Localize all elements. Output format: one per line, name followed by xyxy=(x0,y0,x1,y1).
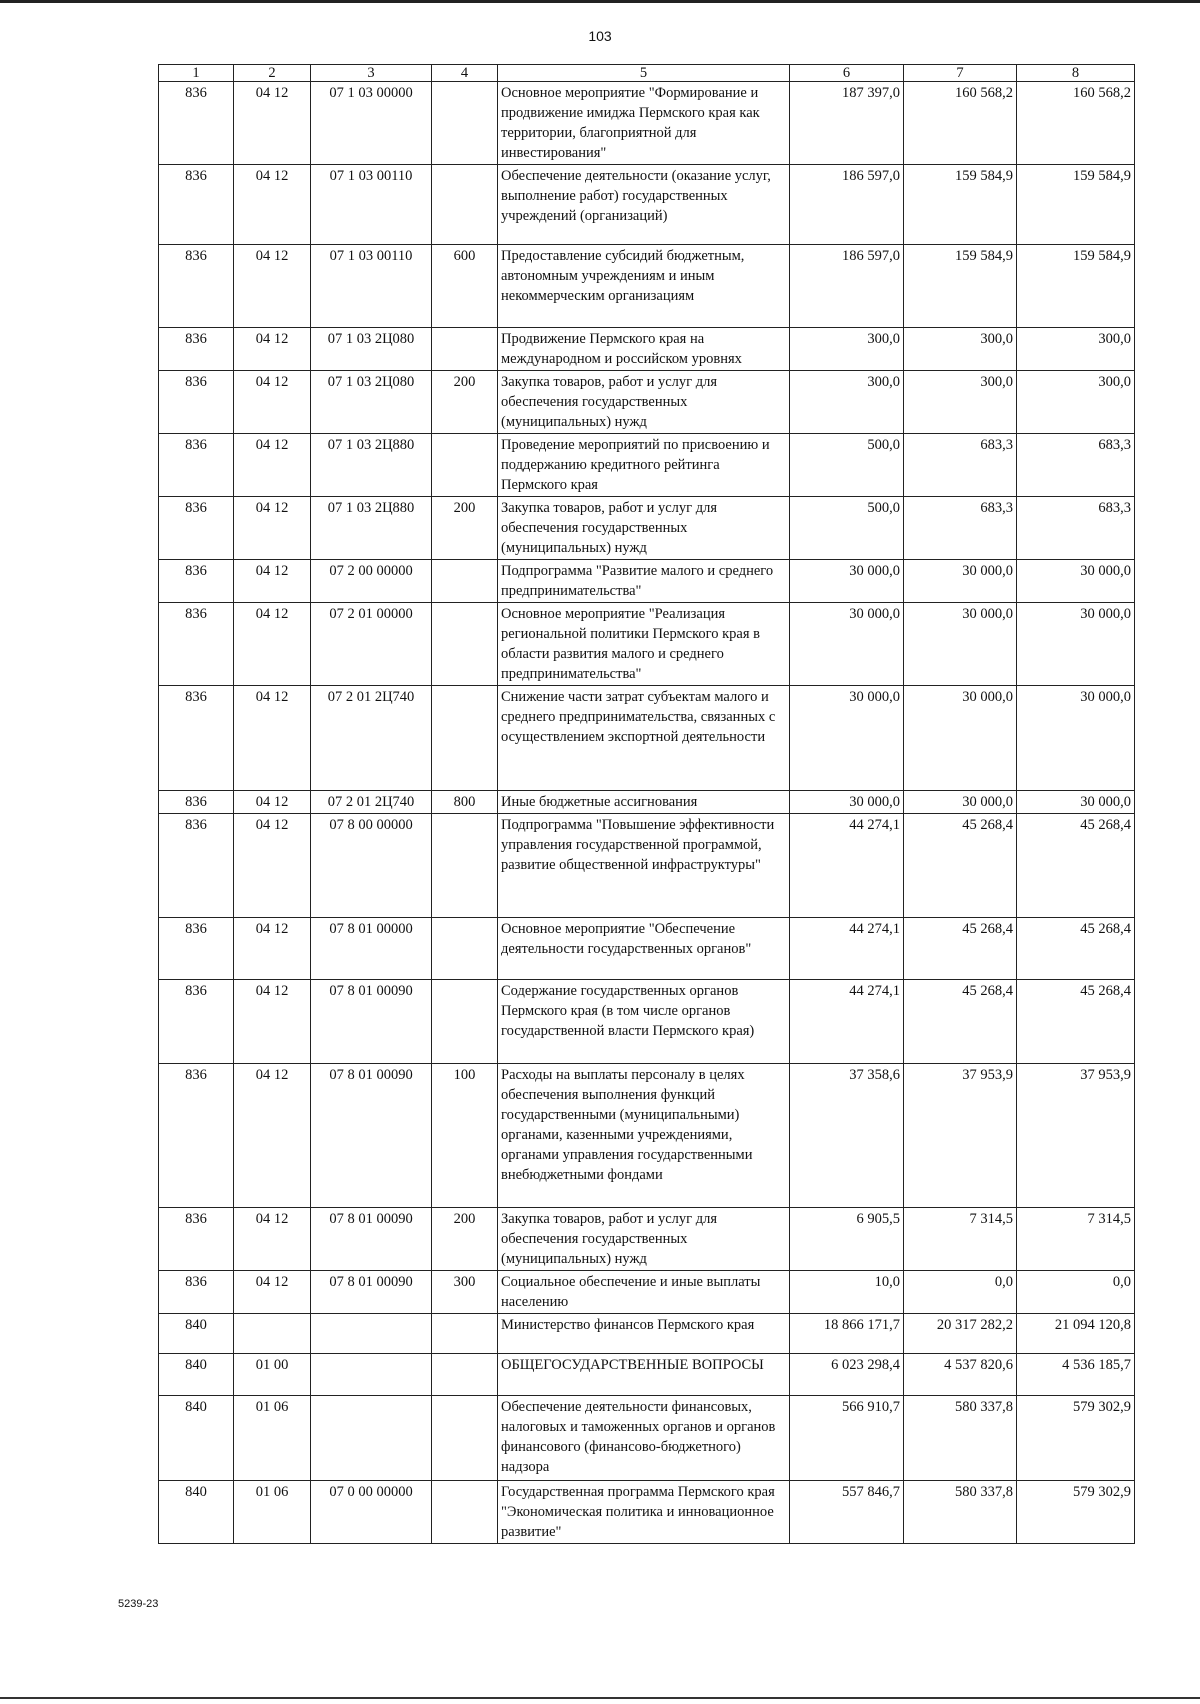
cell-agency-code: 836 xyxy=(159,328,234,371)
cell-description: Закупка товаров, работ и услуг для обеспечения государственных (муниципальных) нужд xyxy=(498,1208,790,1271)
table-row xyxy=(159,371,1135,434)
cell-section-code: 04 12 xyxy=(234,165,311,245)
table-row xyxy=(159,328,1135,371)
cell-expense-type xyxy=(432,686,498,791)
cell-amount-3: 30 000,0 xyxy=(1017,560,1135,603)
cell-description: Подпрограмма "Развитие малого и среднего предпринимательства" xyxy=(498,560,790,603)
cell-amount-1: 187 397,0 xyxy=(790,82,904,165)
cell-agency-code: 836 xyxy=(159,1271,234,1314)
cell-amount-3: 30 000,0 xyxy=(1017,603,1135,686)
cell-target-article: 07 1 03 2Ц080 xyxy=(311,371,432,434)
cell-expense-type xyxy=(432,603,498,686)
cell-expense-type xyxy=(432,814,498,918)
cell-amount-2: 30 000,0 xyxy=(904,560,1017,603)
cell-agency-code: 836 xyxy=(159,980,234,1064)
cell-expense-type: 200 xyxy=(432,1208,498,1271)
cell-amount-2: 7 314,5 xyxy=(904,1208,1017,1271)
column-header-7: 7 xyxy=(904,65,1017,82)
page-number: 103 xyxy=(588,28,612,44)
column-header-1: 1 xyxy=(159,65,234,82)
cell-amount-2: 45 268,4 xyxy=(904,814,1017,918)
cell-target-article: 07 1 03 2Ц880 xyxy=(311,497,432,560)
cell-amount-3: 45 268,4 xyxy=(1017,918,1135,980)
cell-expense-type xyxy=(432,1354,498,1396)
cell-agency-code: 836 xyxy=(159,1064,234,1208)
cell-section-code: 04 12 xyxy=(234,1064,311,1208)
table-row xyxy=(159,82,1135,165)
cell-amount-3: 300,0 xyxy=(1017,371,1135,434)
cell-target-article: 07 8 01 00000 xyxy=(311,918,432,980)
cell-description: Продвижение Пермского края на международном и российском уровнях xyxy=(498,328,790,371)
cell-amount-2: 683,3 xyxy=(904,434,1017,497)
cell-amount-1: 30 000,0 xyxy=(790,603,904,686)
cell-amount-2: 45 268,4 xyxy=(904,918,1017,980)
cell-section-code: 01 06 xyxy=(234,1481,311,1544)
cell-amount-1: 37 358,6 xyxy=(790,1064,904,1208)
cell-target-article: 07 8 01 00090 xyxy=(311,1271,432,1314)
table-row xyxy=(159,1064,1135,1208)
cell-target-article: 07 1 03 2Ц880 xyxy=(311,434,432,497)
cell-description: ОБЩЕГОСУДАРСТВЕННЫЕ ВОПРОСЫ xyxy=(498,1354,790,1396)
cell-target-article: 07 1 03 00110 xyxy=(311,245,432,328)
cell-section-code: 04 12 xyxy=(234,497,311,560)
cell-target-article: 07 8 00 00000 xyxy=(311,814,432,918)
document-code: 5239-23 xyxy=(118,1598,159,1610)
cell-description: Министерство финансов Пермского края xyxy=(498,1314,790,1354)
cell-description: Проведение мероприятий по присвоению и поддержанию кредитного рейтинга Пермского края xyxy=(498,434,790,497)
table-row xyxy=(159,791,1135,814)
cell-amount-1: 566 910,7 xyxy=(790,1396,904,1481)
bottom-border-line xyxy=(0,1697,1200,1699)
cell-amount-3: 4 536 185,7 xyxy=(1017,1354,1135,1396)
cell-target-article xyxy=(311,1396,432,1481)
cell-amount-2: 580 337,8 xyxy=(904,1396,1017,1481)
cell-section-code: 04 12 xyxy=(234,791,311,814)
cell-target-article xyxy=(311,1354,432,1396)
cell-expense-type: 800 xyxy=(432,791,498,814)
cell-agency-code: 836 xyxy=(159,1208,234,1271)
cell-amount-3: 300,0 xyxy=(1017,328,1135,371)
table-row xyxy=(159,1354,1135,1396)
cell-target-article: 07 1 03 00110 xyxy=(311,165,432,245)
cell-amount-3: 30 000,0 xyxy=(1017,791,1135,814)
cell-amount-1: 186 597,0 xyxy=(790,245,904,328)
cell-description: Обеспечение деятельности (оказание услуг, выполнение работ) государственных учреждений (организаций) xyxy=(498,165,790,245)
cell-section-code: 04 12 xyxy=(234,686,311,791)
cell-agency-code: 836 xyxy=(159,791,234,814)
cell-agency-code: 840 xyxy=(159,1481,234,1544)
cell-amount-3: 160 568,2 xyxy=(1017,82,1135,165)
cell-amount-1: 18 866 171,7 xyxy=(790,1314,904,1354)
cell-section-code: 01 00 xyxy=(234,1354,311,1396)
cell-amount-1: 300,0 xyxy=(790,328,904,371)
cell-amount-3: 45 268,4 xyxy=(1017,980,1135,1064)
cell-agency-code: 840 xyxy=(159,1396,234,1481)
cell-description: Основное мероприятие "Обеспечение деятельности государственных органов" xyxy=(498,918,790,980)
cell-amount-3: 579 302,9 xyxy=(1017,1396,1135,1481)
cell-amount-1: 6 905,5 xyxy=(790,1208,904,1271)
cell-section-code: 04 12 xyxy=(234,560,311,603)
cell-agency-code: 836 xyxy=(159,918,234,980)
column-header-4: 4 xyxy=(432,65,498,82)
table-row xyxy=(159,1481,1135,1544)
cell-description: Основное мероприятие "Реализация региональной политики Пермского края в области развития малого и среднего предпринимательства" xyxy=(498,603,790,686)
table-row xyxy=(159,245,1135,328)
cell-section-code: 04 12 xyxy=(234,1271,311,1314)
cell-target-article: 07 8 01 00090 xyxy=(311,1064,432,1208)
cell-expense-type xyxy=(432,1396,498,1481)
cell-amount-2: 300,0 xyxy=(904,328,1017,371)
cell-amount-3: 579 302,9 xyxy=(1017,1481,1135,1544)
cell-section-code: 04 12 xyxy=(234,814,311,918)
table-row xyxy=(159,1396,1135,1481)
cell-target-article: 07 1 03 00000 xyxy=(311,82,432,165)
cell-expense-type xyxy=(432,980,498,1064)
cell-section-code: 04 12 xyxy=(234,603,311,686)
cell-section-code: 04 12 xyxy=(234,371,311,434)
cell-agency-code: 836 xyxy=(159,814,234,918)
cell-description: Содержание государственных органов Пермского края (в том числе органов государственной власти Пермского края) xyxy=(498,980,790,1064)
cell-expense-type xyxy=(432,82,498,165)
table-row xyxy=(159,1208,1135,1271)
cell-amount-1: 300,0 xyxy=(790,371,904,434)
column-header-6: 6 xyxy=(790,65,904,82)
cell-amount-3: 683,3 xyxy=(1017,434,1135,497)
cell-amount-1: 30 000,0 xyxy=(790,560,904,603)
cell-amount-2: 159 584,9 xyxy=(904,245,1017,328)
cell-agency-code: 836 xyxy=(159,686,234,791)
cell-target-article: 07 8 01 00090 xyxy=(311,1208,432,1271)
cell-agency-code: 836 xyxy=(159,165,234,245)
cell-description: Государственная программа Пермского края "Экономическая политика и инновационное развитие" xyxy=(498,1481,790,1544)
cell-target-article: 07 8 01 00090 xyxy=(311,980,432,1064)
table-row xyxy=(159,1271,1135,1314)
column-header-5: 5 xyxy=(498,65,790,82)
cell-amount-3: 159 584,9 xyxy=(1017,245,1135,328)
cell-description: Иные бюджетные ассигнования xyxy=(498,791,790,814)
cell-description: Расходы на выплаты персоналу в целях обеспечения выполнения функций государственными (муниципальными) органами, казенными учреждениями, органами управления государственными внебюджетными фондами xyxy=(498,1064,790,1208)
table-row xyxy=(159,165,1135,245)
column-header-8: 8 xyxy=(1017,65,1135,82)
top-border-line xyxy=(0,0,1200,3)
table-row xyxy=(159,497,1135,560)
cell-amount-1: 30 000,0 xyxy=(790,791,904,814)
cell-section-code: 04 12 xyxy=(234,328,311,371)
cell-amount-1: 44 274,1 xyxy=(790,918,904,980)
cell-amount-2: 580 337,8 xyxy=(904,1481,1017,1544)
cell-expense-type xyxy=(432,918,498,980)
budget-table xyxy=(158,64,1135,1544)
cell-amount-2: 20 317 282,2 xyxy=(904,1314,1017,1354)
cell-section-code: 01 06 xyxy=(234,1396,311,1481)
cell-amount-3: 37 953,9 xyxy=(1017,1064,1135,1208)
cell-agency-code: 836 xyxy=(159,434,234,497)
cell-expense-type xyxy=(432,560,498,603)
cell-section-code xyxy=(234,1314,311,1354)
cell-agency-code: 836 xyxy=(159,560,234,603)
cell-amount-1: 186 597,0 xyxy=(790,165,904,245)
cell-amount-2: 37 953,9 xyxy=(904,1064,1017,1208)
cell-section-code: 04 12 xyxy=(234,918,311,980)
table-row xyxy=(159,686,1135,791)
cell-amount-2: 30 000,0 xyxy=(904,686,1017,791)
cell-expense-type: 100 xyxy=(432,1064,498,1208)
cell-agency-code: 836 xyxy=(159,497,234,560)
cell-amount-3: 159 584,9 xyxy=(1017,165,1135,245)
cell-target-article: 07 0 00 00000 xyxy=(311,1481,432,1544)
cell-amount-2: 683,3 xyxy=(904,497,1017,560)
cell-expense-type: 200 xyxy=(432,371,498,434)
cell-expense-type xyxy=(432,165,498,245)
table-row xyxy=(159,434,1135,497)
cell-description: Снижение части затрат субъектам малого и среднего предпринимательства, связанных с осуществлением экспортной деятельности xyxy=(498,686,790,791)
cell-target-article: 07 2 01 2Ц740 xyxy=(311,686,432,791)
cell-section-code: 04 12 xyxy=(234,434,311,497)
cell-amount-2: 159 584,9 xyxy=(904,165,1017,245)
cell-expense-type: 200 xyxy=(432,497,498,560)
cell-expense-type: 300 xyxy=(432,1271,498,1314)
cell-amount-3: 0,0 xyxy=(1017,1271,1135,1314)
table-row xyxy=(159,980,1135,1064)
column-number-row xyxy=(159,65,1135,82)
table-row xyxy=(159,560,1135,603)
table-row xyxy=(159,1314,1135,1354)
table-row xyxy=(159,814,1135,918)
cell-amount-2: 160 568,2 xyxy=(904,82,1017,165)
cell-description: Подпрограмма "Повышение эффективности управления государственной программой, развитие общественной инфраструктуры" xyxy=(498,814,790,918)
cell-expense-type xyxy=(432,1481,498,1544)
cell-description: Закупка товаров, работ и услуг для обеспечения государственных (муниципальных) нужд xyxy=(498,371,790,434)
column-header-3: 3 xyxy=(311,65,432,82)
cell-amount-2: 4 537 820,6 xyxy=(904,1354,1017,1396)
cell-agency-code: 836 xyxy=(159,371,234,434)
cell-amount-1: 10,0 xyxy=(790,1271,904,1314)
cell-agency-code: 836 xyxy=(159,245,234,328)
table-row xyxy=(159,918,1135,980)
cell-section-code: 04 12 xyxy=(234,245,311,328)
cell-amount-3: 7 314,5 xyxy=(1017,1208,1135,1271)
cell-description: Обеспечение деятельности финансовых, налоговых и таможенных органов и органов финансового (финансово-бюджетного) надзора xyxy=(498,1396,790,1481)
cell-expense-type xyxy=(432,328,498,371)
cell-agency-code: 836 xyxy=(159,603,234,686)
cell-amount-2: 30 000,0 xyxy=(904,791,1017,814)
cell-amount-1: 6 023 298,4 xyxy=(790,1354,904,1396)
cell-expense-type xyxy=(432,434,498,497)
cell-amount-1: 500,0 xyxy=(790,434,904,497)
cell-amount-2: 30 000,0 xyxy=(904,603,1017,686)
cell-amount-3: 683,3 xyxy=(1017,497,1135,560)
cell-description: Закупка товаров, работ и услуг для обеспечения государственных (муниципальных) нужд xyxy=(498,497,790,560)
cell-amount-1: 30 000,0 xyxy=(790,686,904,791)
cell-target-article xyxy=(311,1314,432,1354)
cell-target-article: 07 2 01 00000 xyxy=(311,603,432,686)
cell-expense-type: 600 xyxy=(432,245,498,328)
cell-amount-2: 45 268,4 xyxy=(904,980,1017,1064)
cell-expense-type xyxy=(432,1314,498,1354)
cell-amount-3: 30 000,0 xyxy=(1017,686,1135,791)
cell-amount-1: 500,0 xyxy=(790,497,904,560)
cell-amount-1: 44 274,1 xyxy=(790,814,904,918)
cell-amount-2: 0,0 xyxy=(904,1271,1017,1314)
cell-agency-code: 840 xyxy=(159,1354,234,1396)
cell-amount-1: 44 274,1 xyxy=(790,980,904,1064)
cell-description: Основное мероприятие "Формирование и продвижение имиджа Пермского края как территории, благоприятной для инвестирования" xyxy=(498,82,790,165)
cell-section-code: 04 12 xyxy=(234,1208,311,1271)
table-row xyxy=(159,603,1135,686)
cell-amount-1: 557 846,7 xyxy=(790,1481,904,1544)
cell-amount-2: 300,0 xyxy=(904,371,1017,434)
cell-description: Предоставление субсидий бюджетным, автономным учреждениям и иным некоммерческим организациям xyxy=(498,245,790,328)
column-header-2: 2 xyxy=(234,65,311,82)
cell-target-article: 07 2 01 2Ц740 xyxy=(311,791,432,814)
cell-target-article: 07 2 00 00000 xyxy=(311,560,432,603)
cell-section-code: 04 12 xyxy=(234,82,311,165)
cell-section-code: 04 12 xyxy=(234,980,311,1064)
cell-agency-code: 836 xyxy=(159,82,234,165)
cell-agency-code: 840 xyxy=(159,1314,234,1354)
cell-amount-3: 45 268,4 xyxy=(1017,814,1135,918)
cell-description: Социальное обеспечение и иные выплаты населению xyxy=(498,1271,790,1314)
cell-target-article: 07 1 03 2Ц080 xyxy=(311,328,432,371)
cell-amount-3: 21 094 120,8 xyxy=(1017,1314,1135,1354)
